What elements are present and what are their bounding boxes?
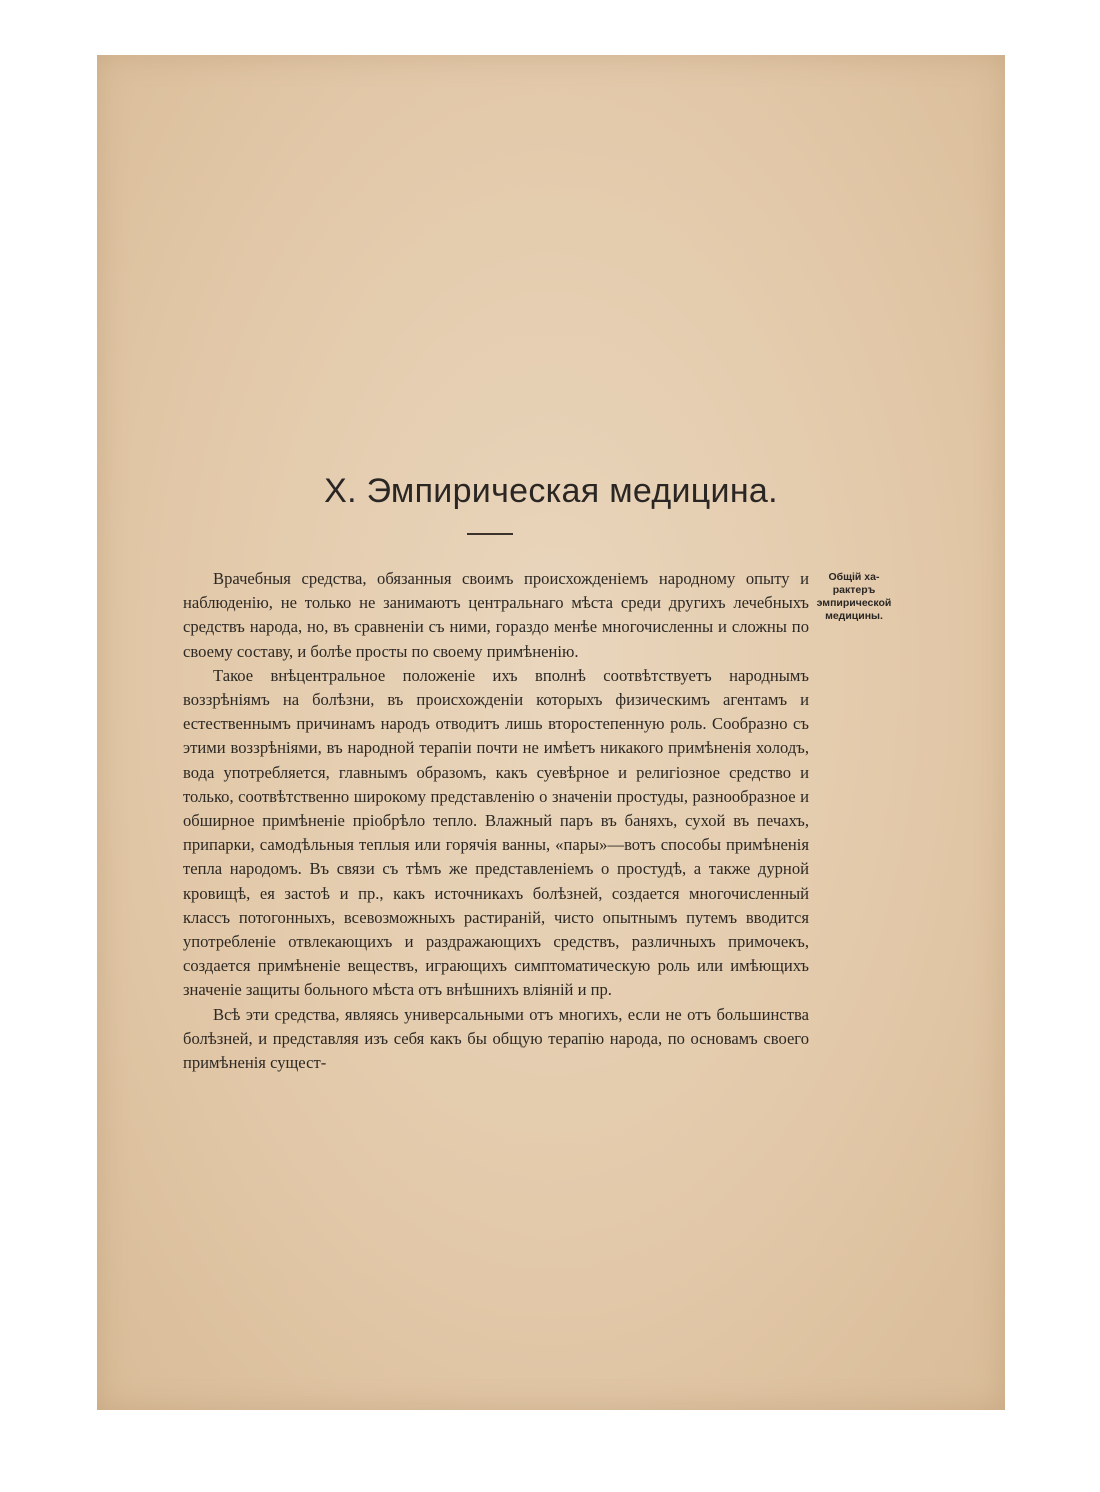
- margin-note-line: медицины.: [825, 610, 883, 622]
- title-divider: [467, 533, 513, 535]
- body-text: [183, 567, 809, 1075]
- margin-note-line: рактеръ: [832, 584, 876, 596]
- paragraph-3: Всѣ эти средства, являясь универсальными отъ многихъ, если не отъ большинства болѣзней, и представляя изъ себя какъ бы общую терапію народа, по основамъ своего примѣненія сущест-: [183, 1004, 809, 1073]
- paragraph-2: Такое внѣцентральное положеніе ихъ вполнѣ соотвѣтствуетъ народнымъ воззрѣніямъ на болѣзни, въ происхожденіи которыхъ физическимъ агентамъ и естественнымъ причинамъ народъ отводитъ лишь второстепенную роль. Сообразно съ этими воззрѣніями, въ народной терапіи почти не имѣетъ никакого примѣненія холодъ, вода употребляется, главнымъ образомъ, какъ суевѣрное и религіозное средство и только, соотвѣтственно широкому представленію о значеніи простуды, разнообразное и обширное примѣненіе пріобрѣло тепло. Влажный паръ въ баняхъ, сухой въ печахъ, припарки, самодѣльныя теплыя или горячія ванны, «пары»—вотъ способы примѣненія тепла народомъ. Въ связи съ тѣмъ же представленіемъ о простудѣ, а также дурной кровищѣ, ея застоѣ и пр., какъ источникахъ болѣзней, создается многочисленный классъ потогонныхъ, всевозможныхъ растираній, чисто опытнымъ путемъ вводится употребленіе отвлекающихъ и раздражающихъ средствъ, различныхъ примочекъ, создается примѣненіе веществъ, играющихъ симптоматическую роль или имѣющихъ значеніе защиты больного мѣста отъ внѣшнихъ вліяній и пр.: [183, 665, 809, 1000]
- margin-note: [804, 571, 904, 623]
- margin-note-line: Общій ха-: [828, 571, 880, 583]
- margin-note-line: эмпирической: [816, 597, 892, 609]
- book-page: [97, 55, 1005, 1410]
- chapter-title: X. Эмпирическая медицина.: [324, 472, 778, 510]
- paragraph-1: Врачебныя средства, обязанныя своимъ происхожденіемъ народному опыту и наблюденію, не только не занимаютъ центральнаго мѣста среди другихъ лечебныхъ средствъ народа, но, въ сравненіи съ ними, гораздо менѣе многочисленны и сложны по своему составу, и болѣе просты по своему примѣненію.: [183, 569, 809, 661]
